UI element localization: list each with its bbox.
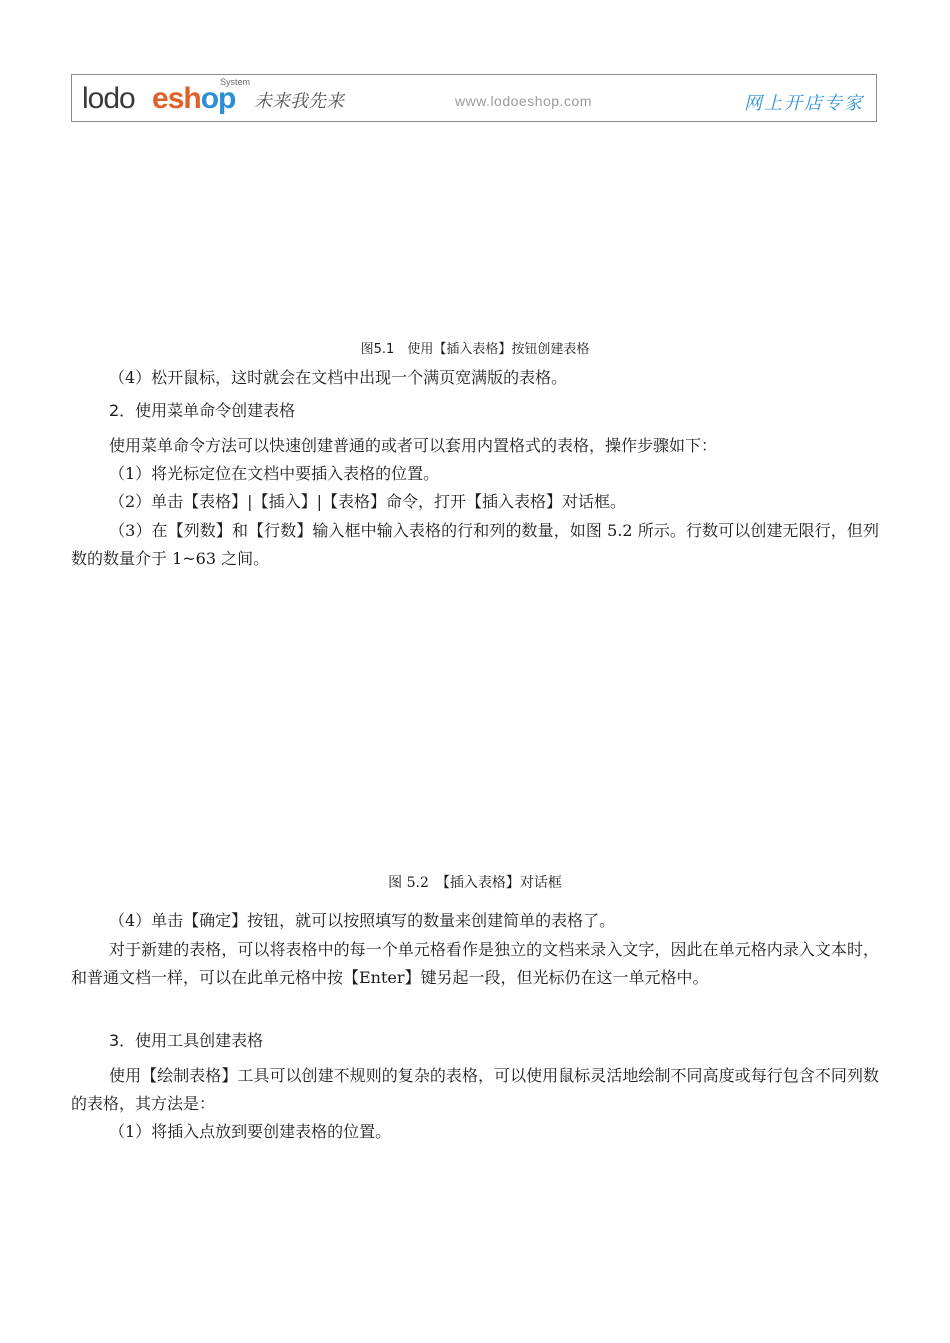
paragraph: （1）将光标定位在文档中要插入表格的位置。 — [109, 464, 440, 483]
paragraph: （3）在【列数】和【行数】输入框中输入表格的行和列的数量，如图 5.2 所示。行数可以创建无限行，但列数的数量介于 1~63 之间。 — [71, 521, 879, 568]
figure-5-1-caption: 图5.1 使用【插入表格】按钮创建表格 — [360, 342, 590, 357]
section-heading-3: 3．使用工具创建表格 — [109, 1031, 264, 1050]
figure-5-2-caption: 图 5.2 【插入表格】对话框 — [388, 875, 562, 891]
logo-text-lodo: lodo — [82, 82, 135, 115]
paragraph: 使用【绘制表格】工具可以创建不规则的复杂的表格，可以使用鼠标灵活地绘制不同高度或每行包含不同列数的表格，其方法是： — [71, 1066, 879, 1113]
paragraph: （4）松开鼠标，这时就会在文档中出现一个满页宽满版的表格。 — [109, 368, 568, 387]
paragraph: （2）单击【表格】|【插入】|【表格】命令，打开【插入表格】对话框。 — [109, 492, 626, 511]
header-slogan: 未来我先来 — [254, 91, 344, 112]
paragraph: （1）将插入点放到要创建表格的位置。 — [109, 1122, 392, 1141]
header-tagline: 网上开店专家 — [744, 93, 864, 114]
logo-system-label: System — [220, 77, 251, 87]
page-header — [71, 74, 877, 122]
paragraph: 使用菜单命令方法可以快速创建普通的或者可以套用内置格式的表格，操作步骤如下： — [109, 436, 718, 455]
section-heading-2: 2．使用菜单命令创建表格 — [109, 401, 296, 420]
paragraph: （4）单击【确定】按钮，就可以按照填写的数量来创建简单的表格了。 — [109, 911, 616, 930]
logo-text-eshop: eshop — [152, 82, 236, 115]
header-url: www.lodoeshop.com — [455, 93, 592, 109]
paragraph: 对于新建的表格，可以将表格中的每一个单元格看作是独立的文档来录入文字，因此在单元格内录入文本时，和普通文档一样，可以在此单元格中按【Enter】键另起一段，但光标仍在这一单元格中。 — [71, 940, 879, 987]
